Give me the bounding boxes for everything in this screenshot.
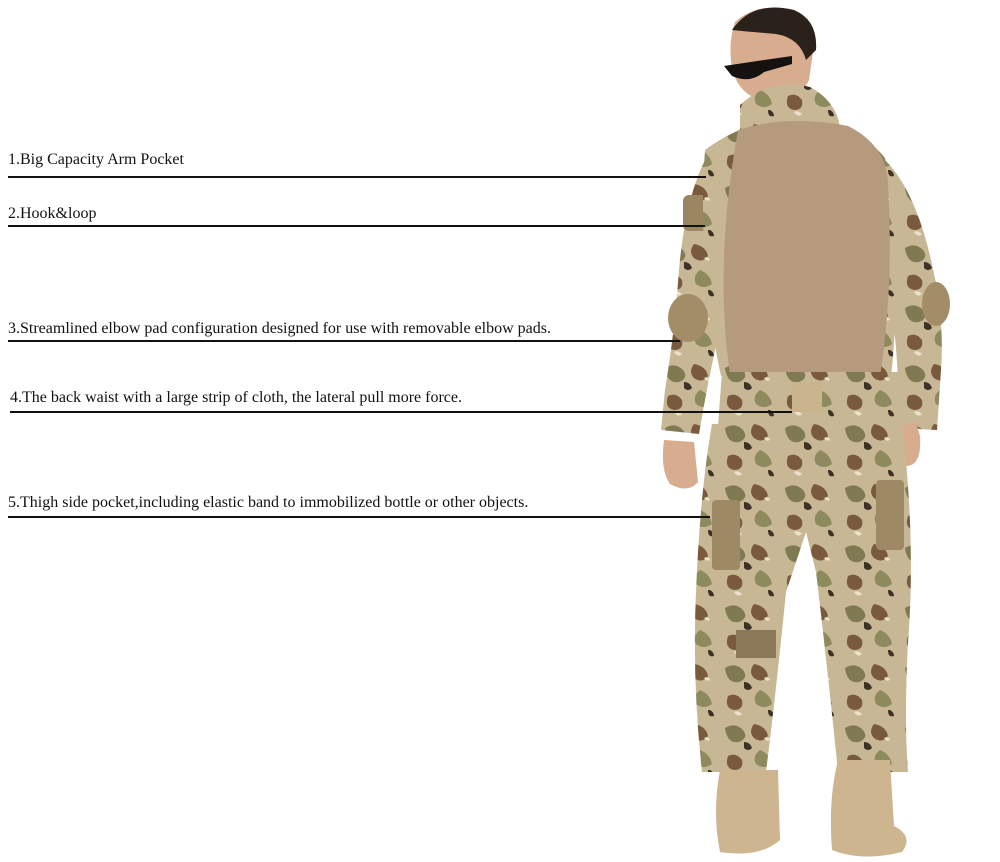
annotation-1-label: 1.Big Capacity Arm Pocket: [8, 151, 184, 168]
annotation-4-label: 4.The back waist with a large strip of cloth, the lateral pull more force.: [10, 389, 462, 406]
annotation-2-label: 2.Hook&loop: [8, 205, 97, 222]
annotation-2-leader-line: [8, 225, 705, 227]
annotation-4-leader-line: [10, 411, 792, 413]
annotation-5-leader-line: [8, 516, 710, 518]
annotation-5-label: 5.Thigh side pocket,including elastic band to immobilized bottle or other objects.: [8, 494, 529, 511]
annotation-3-leader-line: [8, 340, 680, 342]
annotation-3-label: 3.Streamlined elbow pad configuration designed for use with removable elbow pads.: [8, 320, 551, 337]
annotation-1-leader-line: [8, 176, 706, 178]
